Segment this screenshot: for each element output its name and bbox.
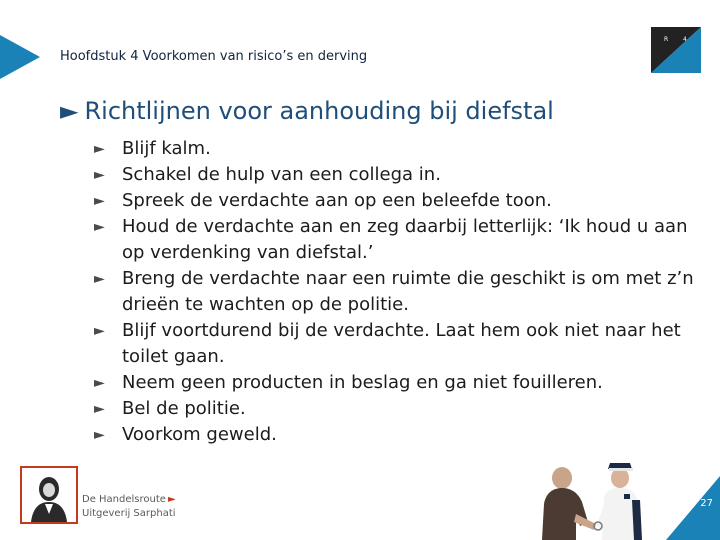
publisher-arrow-icon: ► — [167, 494, 176, 505]
list-item-text: Houd de verdachte aan en zeg daarbij letterlijk: ‘Ik houd u aan op verdenking van diefstal.’ — [122, 216, 688, 263]
list-item-text: Voorkom geweld. — [122, 424, 277, 445]
heading-arrow-icon: ► — [60, 97, 79, 125]
bullet-arrow-icon: ► — [94, 271, 105, 287]
publisher-line1: De Handelsroute — [82, 494, 166, 505]
list-item — [94, 188, 694, 214]
slide-heading — [60, 97, 554, 125]
publisher-label — [82, 493, 176, 521]
bullet-arrow-icon: ► — [94, 323, 105, 339]
logo-portrait-icon — [22, 468, 76, 522]
arrest-photo-icon — [540, 452, 670, 540]
list-item-text: Blijf voortdurend bij de verdachte. Laat hem ook niet naar het toilet gaan. — [122, 320, 681, 367]
chapter-mark-left: R — [664, 36, 669, 43]
chapter-mark-shape — [651, 27, 701, 73]
bullet-arrow-icon: ► — [94, 427, 105, 443]
arrest-illustration — [540, 452, 670, 540]
list-item — [94, 136, 694, 162]
list-item — [94, 318, 694, 370]
bullet-arrow-icon: ► — [94, 141, 105, 157]
chapter-mark-icon — [651, 27, 701, 73]
bullet-arrow-icon: ► — [94, 401, 105, 417]
list-item — [94, 422, 694, 448]
list-item-text: Bel de politie. — [122, 398, 246, 419]
list-item-text: Schakel de hulp van een collega in. — [122, 164, 441, 185]
heading-text: Richtlijnen voor aanhouding bij diefstal — [84, 97, 554, 125]
bullet-arrow-icon: ► — [94, 193, 105, 209]
publisher-line2: Uitgeverij Sarphati — [82, 508, 176, 519]
list-item-text: Neem geen producten in beslag en ga niet fouilleren. — [122, 372, 603, 393]
page-number: 27 — [700, 498, 713, 509]
bullet-arrow-icon: ► — [94, 375, 105, 391]
list-item — [94, 370, 694, 396]
list-item — [94, 396, 694, 422]
bullet-arrow-icon: ► — [94, 219, 105, 235]
list-item-text: Spreek de verdachte aan op een beleefde toon. — [122, 190, 552, 211]
list-item-text: Blijf kalm. — [122, 138, 211, 159]
publisher-logo-icon — [20, 466, 78, 524]
bullet-list — [94, 136, 694, 448]
list-item — [94, 214, 694, 266]
chapter-title: Hoofdstuk 4 Voorkomen van risico’s en derving — [60, 49, 368, 64]
list-item — [94, 162, 694, 188]
chapter-mark-right: 4 — [683, 36, 687, 43]
list-item — [94, 266, 694, 318]
list-item-text: Breng de verdachte naar een ruimte die geschikt is om met z’n drieën te wachten op de politie. — [122, 268, 694, 315]
blue-triangle-icon — [0, 35, 40, 79]
bullet-arrow-icon: ► — [94, 167, 105, 183]
